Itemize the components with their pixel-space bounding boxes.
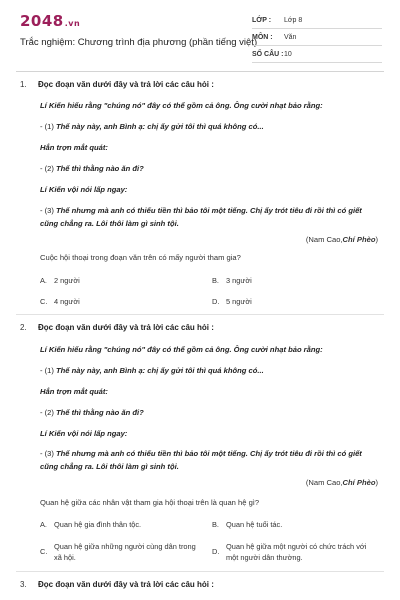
question-number: 3. bbox=[20, 580, 27, 589]
question-instruction: Đọc đoạn văn dưới đây và trả lời các câu hỏi : bbox=[38, 323, 214, 332]
question-divider bbox=[16, 571, 384, 572]
meta-row-count bbox=[252, 46, 382, 63]
quiz-meta bbox=[252, 12, 382, 63]
answer-option-d[interactable]: D. 5 người bbox=[212, 297, 252, 306]
question-number: 1. bbox=[20, 80, 27, 89]
answer-option-a[interactable]: A. Quan hệ gia đình thân tộc. bbox=[40, 520, 142, 529]
meta-value: 10 bbox=[284, 50, 292, 58]
meta-row-class bbox=[252, 12, 382, 29]
passage-line: - (2) Thế thì thằng nào ăn đi? bbox=[40, 164, 144, 173]
passage-line: Hắn trợn mắt quát: bbox=[40, 143, 108, 152]
question-instruction: Đọc đoạn văn dưới đây và trả lời các câu hỏi : bbox=[38, 80, 214, 89]
passage-source: (Nam Cao,Chí Phèo) bbox=[305, 478, 378, 487]
meta-key: LỚP : bbox=[252, 16, 272, 24]
site-logo[interactable]: 2048.vn bbox=[20, 12, 81, 30]
meta-value: Văn bbox=[284, 33, 297, 41]
question-prompt: Cuộc hội thoại trong đoạn văn trên có mấy người tham gia? bbox=[40, 253, 241, 262]
question-instruction: Đọc đoạn văn dưới đây và trả lời các câu hỏi : bbox=[38, 580, 214, 589]
passage-line: Lí Kiến hiểu rằng "chúng nó" đây có thể gồm cả ông. Ông cười nhạt bảo rằng: bbox=[40, 101, 323, 110]
passage-line: Lí Kiến vội nói lấp ngay: bbox=[40, 185, 128, 194]
passage-line: - (1) Thế này này, anh Bình ạ: chị ấy gửi tôi thì quá không có... bbox=[40, 122, 264, 131]
passage-line: - (3) Thế nhưng mà anh có thiếu tiền thì bảo tôi một tiếng. Chị ấy trót tiêu đi rồi thì có giết bbox=[40, 206, 362, 215]
passage-line: cũng chẳng ra. Lôi thôi làm gì sinh tội. bbox=[40, 219, 179, 228]
answer-option-a[interactable]: A. 2 người bbox=[40, 276, 80, 285]
answer-option-c[interactable]: C. 4 người bbox=[40, 297, 80, 306]
meta-value: Lớp 8 bbox=[284, 16, 303, 24]
page-header bbox=[0, 0, 400, 72]
passage-source: (Nam Cao,Chí Phèo) bbox=[305, 235, 378, 244]
logo-suffix: .vn bbox=[64, 19, 81, 28]
header-divider bbox=[16, 71, 384, 72]
passage-line: cũng chẳng ra. Lôi thôi làm gì sinh tội. bbox=[40, 462, 179, 471]
answer-option-b[interactable]: B. 3 người bbox=[212, 276, 252, 285]
passage-line: Hắn trợn mắt quát: bbox=[40, 387, 108, 396]
answer-option-c[interactable]: C.Quan hệ giữa những người cùng dân trong xã hội. bbox=[40, 542, 196, 562]
quiz-title: Trắc nghiệm: Chương trình địa phương (phần tiếng việt) bbox=[20, 37, 258, 48]
passage-line: - (1) Thế này này, anh Bình ạ: chị ấy gửi tôi thì quá không có... bbox=[40, 366, 264, 375]
answer-option-b[interactable]: B. Quan hệ tuổi tác. bbox=[212, 520, 283, 529]
question-divider bbox=[16, 314, 384, 315]
meta-row-subject bbox=[252, 29, 382, 46]
passage-line: - (3) Thế nhưng mà anh có thiếu tiền thì bảo tôi một tiếng. Chị ấy trót tiêu đi rồi thì có giết bbox=[40, 449, 362, 458]
question-number: 2. bbox=[20, 323, 27, 332]
passage-line: - (2) Thế thì thằng nào ăn đi? bbox=[40, 408, 144, 417]
answer-option-d[interactable]: D.Quan hệ giữa một người có chức trách với một người dân thường. bbox=[212, 542, 367, 562]
meta-key: MÔN : bbox=[252, 33, 273, 41]
passage-line: Lí Kiến vội nói lấp ngay: bbox=[40, 429, 128, 438]
passage-line: Lí Kiến hiểu rằng "chúng nó" đây có thể gồm cả ông. Ông cười nhạt bảo rằng: bbox=[40, 345, 323, 354]
question-prompt: Quan hệ giữa các nhân vật tham gia hội thoại trên là quan hệ gì? bbox=[40, 498, 260, 507]
meta-key: SỐ CÂU : bbox=[252, 50, 284, 58]
